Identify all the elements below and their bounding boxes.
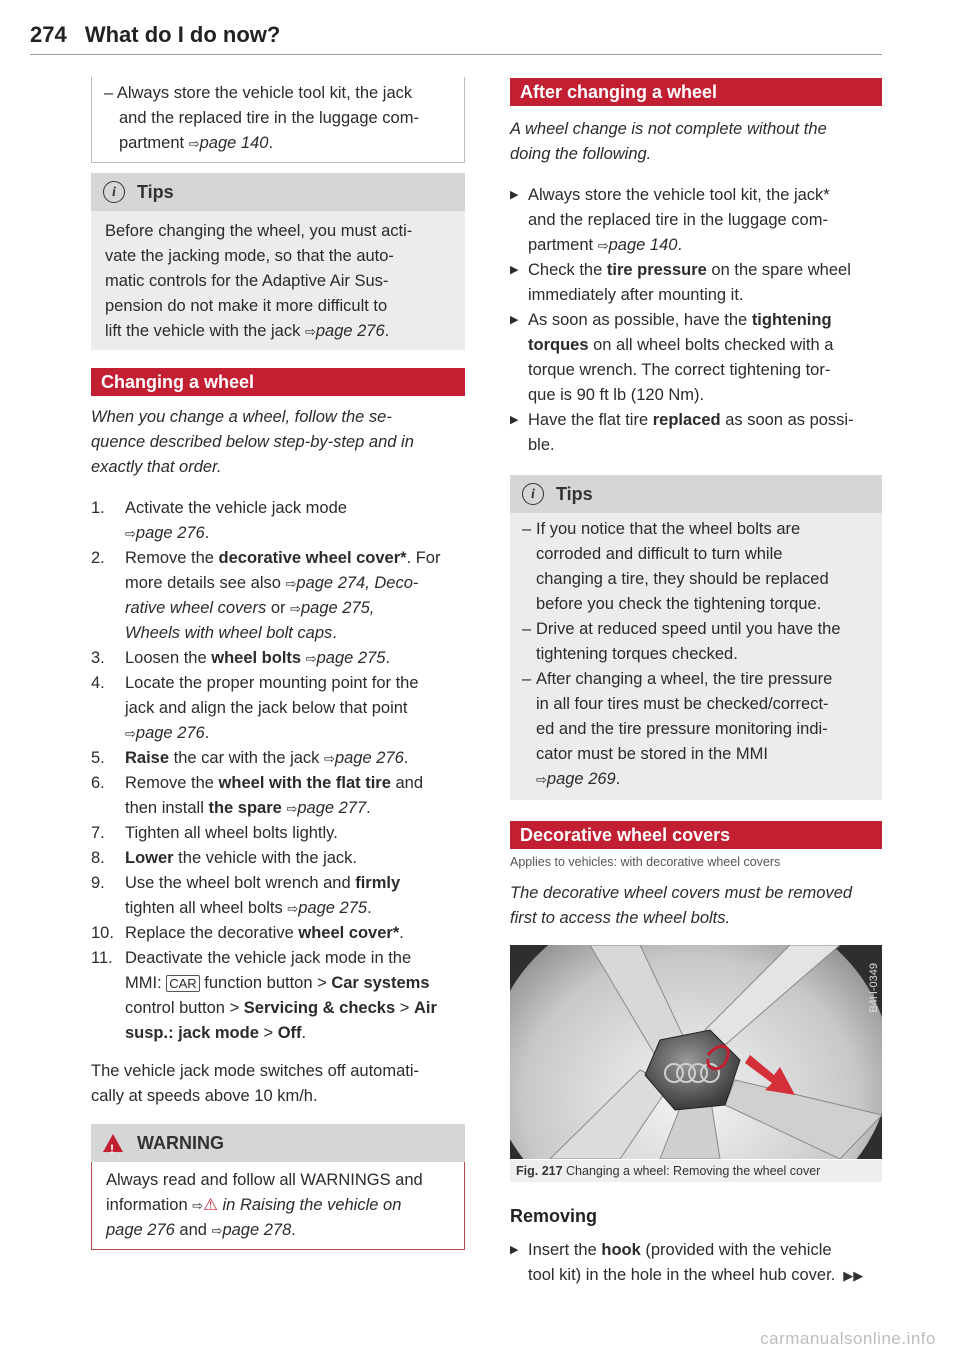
tips-box-1 (91, 173, 465, 350)
list-item: 5. Raise the car with the jack ⇨page 276. (91, 749, 409, 767)
list-item: 1. Activate the vehicle jack mode ⇨page 276. (91, 499, 347, 542)
warning-box (91, 1124, 465, 1250)
warning-title: WARNING (137, 1132, 224, 1153)
list-item: 10. Replace the decorative wheel cover*. (91, 924, 404, 942)
wheel-cover-figure (510, 945, 882, 1159)
tips-box-2 (510, 475, 882, 800)
figure-caption: Fig. 217 Changing a wheel: Removing the wheel cover (510, 1160, 882, 1182)
removing-bullets (510, 1238, 890, 1288)
note-line: – Always store the vehicle tool kit, the jack (104, 84, 413, 102)
page-link[interactable]: ⇨page 276 (125, 524, 205, 542)
list-item: 7. Tighten all wheel bolts lightly. (91, 824, 338, 842)
page-link[interactable]: ⇨page 274, Deco- rative wheel covers (125, 574, 419, 617)
page-link[interactable]: ⇨page 275, Wheels with wheel bolt caps (125, 599, 375, 642)
warning-header (91, 1124, 465, 1162)
warning-icon: ⚠ (203, 1196, 218, 1214)
tips-header (91, 173, 465, 211)
decorative-intro: The decorative wheel covers must be removed first to access the wheel bolts. (510, 884, 853, 927)
list-item: – Drive at reduced speed until you have the tightening torques checked. (522, 620, 841, 663)
list-item: 9. Use the wheel bolt wrench and firmly tighten all wheel bolts ⇨page 275. (91, 874, 401, 917)
list-item: 4. Locate the proper mounting point for the jack and align the jack below that point ⇨page 276. (91, 674, 419, 742)
warning-icon (103, 1134, 123, 1152)
page-link[interactable]: ⇨⚠ in Raising the vehicle on page 276 (106, 1196, 402, 1239)
page-link[interactable]: ⇨page 276 (324, 749, 404, 767)
list-item: – After changing a wheel, the tire pressure in all four tires must be checked/correct- ed and the tire pressure monitoring indi- cator must be stored in the MMI ⇨page 269. (522, 670, 833, 788)
list-item: 8. Lower the vehicle with the jack. (91, 849, 358, 867)
list-item: 3. Loosen the wheel bolts ⇨page 275. (91, 649, 391, 667)
list-item: 6. Remove the wheel with the flat tire and then install the spare ⇨page 277. (91, 774, 424, 817)
after-bullets (510, 183, 882, 458)
tips-header (510, 475, 882, 513)
top-note-box (91, 77, 465, 163)
page-link[interactable]: ⇨page 275 (287, 899, 368, 917)
tips-title: Tips (556, 483, 593, 504)
tips-title: Tips (137, 181, 174, 202)
page-link[interactable]: ⇨page 140 (597, 236, 678, 254)
section-heading-decorative: Decorative wheel covers (510, 821, 882, 849)
header-rule (30, 54, 882, 55)
continue-arrow-icon: ▶▶ (843, 1268, 864, 1283)
applies-note: Applies to vehicles: with decorative wheel covers (510, 855, 781, 869)
list-item: ▶ As soon as possible, have the tightening torques on all wheel bolts checked with a torque wrench. The correct tightening tor- que is 90 ft lb (120 Nm). (510, 311, 834, 404)
page-link[interactable]: ⇨page 278 (211, 1221, 292, 1239)
page-link[interactable]: ⇨page 276 (125, 724, 205, 742)
page-link[interactable]: ⇨page 275 (305, 649, 386, 667)
page-link[interactable]: ⇨page 276 (304, 322, 385, 340)
tips-body: Before changing the wheel, you must acti- vate the jacking mode, so that the auto- matic controls for the Adaptive Air Sus- pension do not make it more difficult to lift the vehicle with the jack ⇨page 276. (91, 211, 465, 350)
closing-text: The vehicle jack mode switches off automati- cally at speeds above 10 km/h. (91, 1062, 420, 1105)
list-item: 11. Deactivate the vehicle jack mode in the MMI: CAR function button > Car systems control button > Servicing & checks > Air susp.: jack mode > Off. (91, 949, 437, 1042)
chapter-title: What do I do now? (84, 22, 281, 47)
info-icon: i (522, 483, 544, 505)
list-item: ▶ Insert the hook (provided with the vehicle tool kit) in the hole in the wheel hub cover. ▶▶ (510, 1241, 864, 1284)
changing-intro: When you change a wheel, follow the se- quence described below step-by-step and in exactly that order. (91, 408, 414, 476)
after-intro: A wheel change is not complete without the doing the following. (510, 120, 827, 163)
removing-heading: Removing (510, 1206, 598, 1226)
info-icon: i (103, 181, 125, 203)
steps-list (91, 496, 471, 1046)
page-link[interactable]: ⇨page 269 (536, 770, 616, 788)
section-heading-changing: Changing a wheel (91, 368, 465, 396)
tips-body (510, 513, 882, 800)
section-heading-after: After changing a wheel (510, 78, 882, 106)
note-line: and the replaced tire in the luggage com- (119, 109, 419, 127)
page-number: 274 (30, 22, 67, 47)
warning-body: Always read and follow all WARNINGS and information ⇨⚠ in Raising the vehicle on page 276 and ⇨page 278. (91, 1162, 465, 1250)
list-item: ▶ Check the tire pressure on the spare wheel immediately after mounting it. (510, 261, 851, 304)
page-link[interactable]: ⇨page 140 (188, 134, 269, 152)
page-header (30, 22, 280, 48)
list-item: ▶ Always store the vehicle tool kit, the jack* and the replaced tire in the luggage com- partment ⇨page 140. (510, 186, 830, 254)
car-key: CAR (166, 975, 199, 992)
note-line: partment ⇨page 140. (119, 134, 274, 152)
list-item: 2. Remove the decorative wheel cover*. For more details see also ⇨page 274, Deco- rative wheel covers or ⇨page 275, Wheels with wheel bolt caps. (91, 549, 441, 642)
wheel-illustration (510, 945, 882, 1159)
list-item: – If you notice that the wheel bolts are corroded and difficult to turn while changing a tire, they should be replaced before you check the tightening torque. (522, 520, 829, 613)
page-link[interactable]: ⇨page 277 (286, 799, 367, 817)
watermark: carmanualsonline.info (760, 1329, 936, 1348)
list-item: ▶ Have the flat tire replaced as soon as possi- ble. (510, 411, 854, 454)
figure-code: B4H-0349 (868, 963, 880, 1013)
